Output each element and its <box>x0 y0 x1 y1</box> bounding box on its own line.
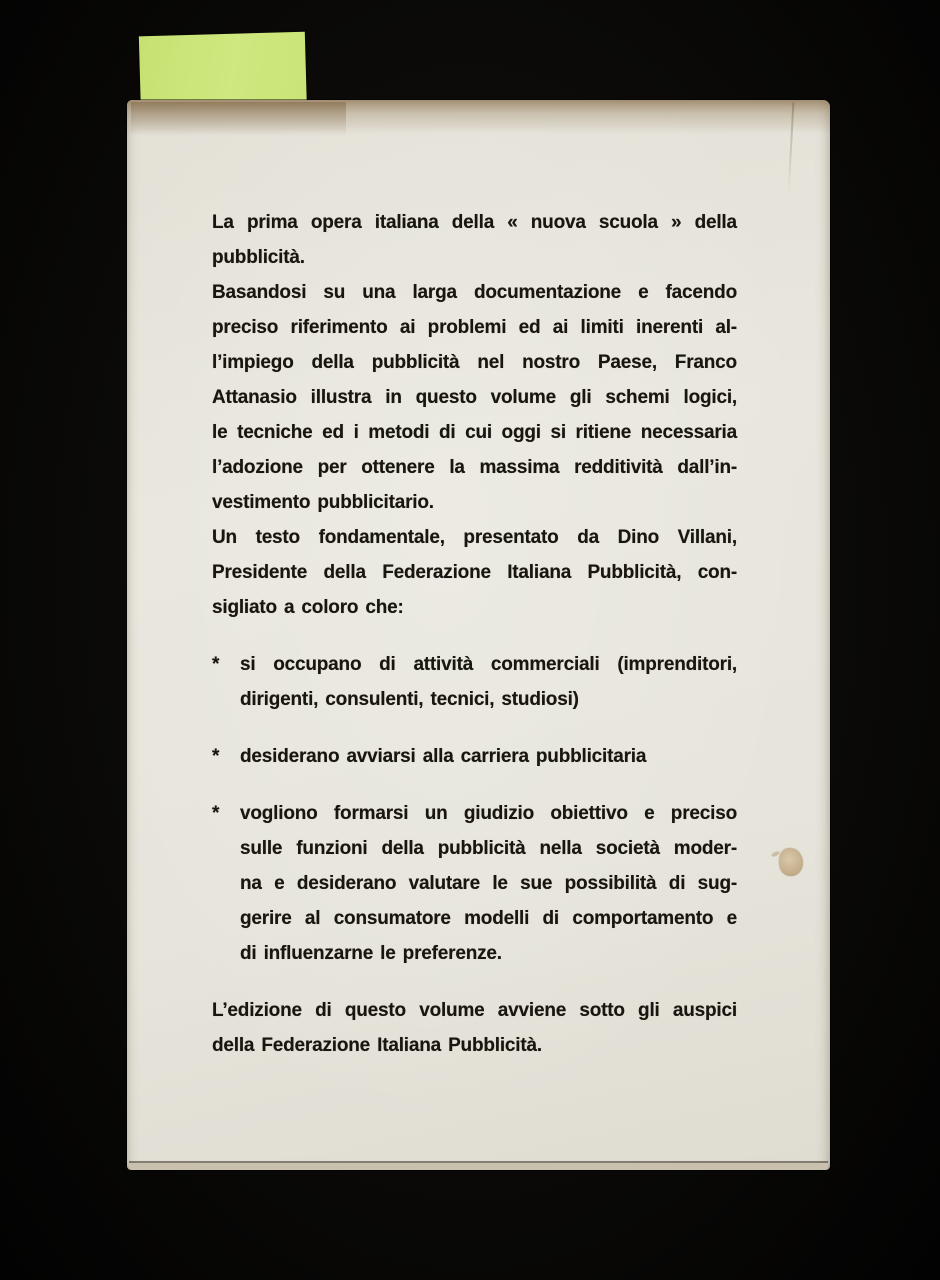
text-line: pubblicità. <box>212 247 305 268</box>
text-line: vestimento pubblicitario. <box>212 492 434 513</box>
blurb-paragraph <box>212 520 737 625</box>
text-line: l’impiego della pubblicità nel nostro Paese, Franco <box>212 352 737 373</box>
bullet-lines <box>240 739 737 774</box>
book-back-cover <box>127 100 830 1170</box>
bullet-item <box>212 796 737 971</box>
text-line: na e desiderano valutare le sue possibilità di sug- <box>240 873 737 894</box>
text-line: della Federazione Italiana Pubblicità. <box>212 1035 542 1056</box>
text-line: dirigenti, consulenti, tecnici, studiosi) <box>240 689 579 710</box>
text-line: si occupano di attività commerciali (imprenditori, <box>240 654 737 675</box>
blurb-paragraph <box>212 205 737 275</box>
cover-stain <box>779 848 803 876</box>
text-line: le tecniche ed i metodi di cui oggi si ritiene necessaria <box>212 422 737 443</box>
text-line: L’edizione di questo volume avviene sotto gli auspici <box>212 1000 737 1021</box>
cover-crease <box>788 102 795 194</box>
bullet-marker: * <box>212 746 220 767</box>
text-line: sigliato a coloro che: <box>212 597 404 618</box>
text-line: Un testo fondamentale, presentato da Dino Villani, <box>212 527 737 548</box>
bullet-item <box>212 739 737 774</box>
blurb-paragraph <box>212 993 737 1063</box>
text-line: preciso riferimento ai problemi ed ai limiti inerenti al- <box>212 317 737 338</box>
bullet-marker: * <box>212 654 220 675</box>
text-line: l’adozione per ottenere la massima redditività dall’in- <box>212 457 737 478</box>
top-edge-shadow <box>131 102 346 136</box>
bullet-marker: * <box>212 803 220 824</box>
text-line: sulle funzioni della pubblicità nella società moder- <box>240 838 737 859</box>
text-line: vogliono formarsi un giudizio obiettivo e preciso <box>240 803 737 824</box>
bullet-item <box>212 647 737 717</box>
text-line: di influenzarne le preferenze. <box>240 943 502 964</box>
bullet-lines <box>240 796 737 971</box>
text-line: Attanasio illustra in questo volume gli schemi logici, <box>212 387 737 408</box>
text-line: La prima opera italiana della « nuova scuola » della <box>212 212 737 233</box>
blurb-paragraph <box>212 275 737 520</box>
bullet-lines <box>240 647 737 717</box>
blurb-text <box>212 205 737 1063</box>
text-line: Presidente della Federazione Italiana Pubblicità, con- <box>212 562 737 583</box>
text-line: gerire al consumatore modelli di comportamento e <box>240 908 737 929</box>
text-line: Basandosi su una larga documentazione e facendo <box>212 282 737 303</box>
text-line: desiderano avviarsi alla carriera pubblicitaria <box>240 746 647 767</box>
